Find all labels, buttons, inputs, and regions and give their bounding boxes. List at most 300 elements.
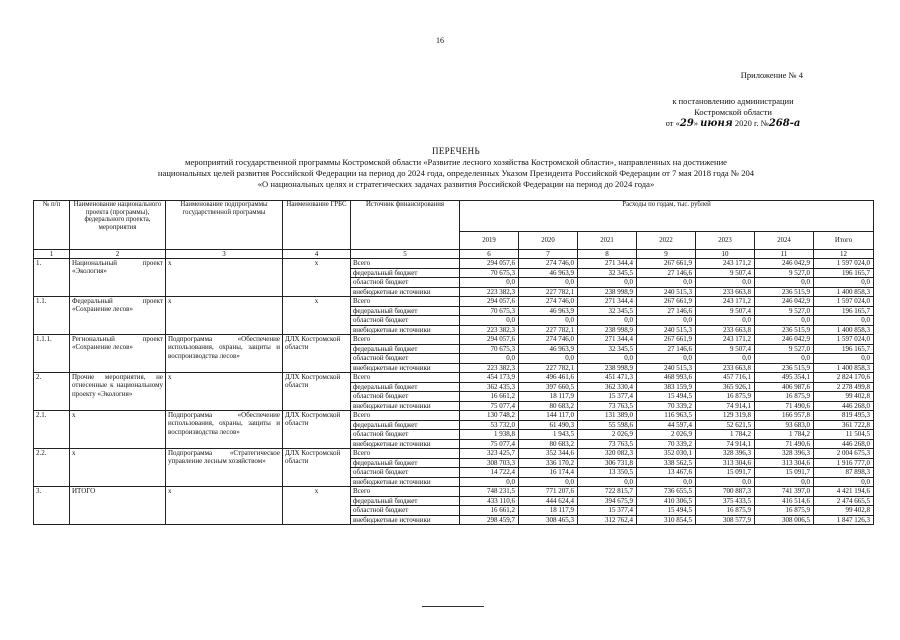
amount-cell: 271 344,4 <box>578 259 637 269</box>
total-cell: 0,0 <box>814 354 874 364</box>
amount-cell: 313 304,6 <box>696 458 755 468</box>
amount-cell: 294 057,6 <box>460 297 519 307</box>
grbs-name: х <box>283 487 351 525</box>
table-row <box>34 297 874 307</box>
amount-cell: 243 171,2 <box>696 297 755 307</box>
amount-cell: 9 527,0 <box>755 268 814 278</box>
amount-cell: 73 763,5 <box>578 439 637 449</box>
amount-cell: 274 746,0 <box>519 335 578 345</box>
grbs-name: ДЛХ Костромской области <box>283 411 351 449</box>
header-grbs: Наименование ГРБС <box>283 201 351 250</box>
column-index: 1 <box>34 250 70 259</box>
amount-cell: 233 663,8 <box>696 325 755 335</box>
amount-cell: 323 425,7 <box>460 449 519 459</box>
total-cell: 2 004 675,3 <box>814 449 874 459</box>
column-index: 3 <box>166 250 283 259</box>
funding-source: Всего <box>351 487 460 497</box>
amount-cell: 61 490,3 <box>519 420 578 430</box>
amount-cell: 238 998,9 <box>578 287 637 297</box>
amount-cell: 130 748,2 <box>460 411 519 421</box>
amount-cell: 240 515,3 <box>637 363 696 373</box>
amount-cell: 451 471,3 <box>578 373 637 383</box>
amount-cell: 0,0 <box>460 354 519 364</box>
funding-source: Всего <box>351 297 460 307</box>
footer-divider <box>422 606 484 607</box>
amount-cell: 0,0 <box>637 278 696 288</box>
row-number: 2.1. <box>34 411 70 449</box>
funding-source: внебюджетные источники <box>351 363 460 373</box>
amount-cell: 16 875,9 <box>696 506 755 516</box>
row-number: 1.1. <box>34 297 70 335</box>
amount-cell: 74 914,1 <box>696 439 755 449</box>
amount-cell: 1 784,2 <box>755 430 814 440</box>
amount-cell: 267 661,9 <box>637 297 696 307</box>
subprogram-name: х <box>166 297 283 335</box>
table-body <box>34 259 874 525</box>
row-number: 1.1.1. <box>34 335 70 373</box>
total-cell: 0,0 <box>814 316 874 326</box>
amount-cell: 0,0 <box>755 477 814 487</box>
amount-cell: 0,0 <box>519 316 578 326</box>
amount-cell: 15 494,5 <box>637 392 696 402</box>
amount-cell: 70 339,2 <box>637 439 696 449</box>
amount-cell: 365 926,1 <box>696 382 755 392</box>
amount-cell: 14 722,4 <box>460 468 519 478</box>
total-cell: 446 268,0 <box>814 439 874 449</box>
total-cell: 1 597 024,0 <box>814 335 874 345</box>
title-line-2: национальных целей развития Российской Федерации на период до 2024 года, определенных Указом Президента Российской Федерации от 7 мая 2018 года № 204 <box>157 168 755 178</box>
column-index: 7 <box>519 250 578 259</box>
amount-cell: 1 943,5 <box>519 430 578 440</box>
amount-cell: 75 077,4 <box>460 439 519 449</box>
amount-cell: 15 377,4 <box>578 392 637 402</box>
amount-cell: 227 782,1 <box>519 363 578 373</box>
amount-cell: 75 077,4 <box>460 401 519 411</box>
amount-cell: 0,0 <box>578 278 637 288</box>
column-index: 11 <box>755 250 814 259</box>
amount-cell: 93 683,0 <box>755 420 814 430</box>
funding-source: внебюджетные источники <box>351 287 460 297</box>
amount-cell: 306 731,8 <box>578 458 637 468</box>
funding-source: федеральный бюджет <box>351 306 460 316</box>
amount-cell: 15 091,7 <box>696 468 755 478</box>
amount-cell: 308 577,9 <box>696 515 755 525</box>
amount-cell: 0,0 <box>460 477 519 487</box>
project-name: х <box>70 411 166 449</box>
amount-cell: 246 042,9 <box>755 335 814 345</box>
total-cell: 2 824 170,6 <box>814 373 874 383</box>
total-cell: 1 847 126,3 <box>814 515 874 525</box>
amount-cell: 410 306,5 <box>637 496 696 506</box>
amount-cell: 308 006,5 <box>755 515 814 525</box>
decree-year: 2020 г. № <box>732 118 769 128</box>
amount-cell: 406 987,6 <box>755 382 814 392</box>
amount-cell: 0,0 <box>519 354 578 364</box>
project-name: Федеральный проект «Сохранение лесов» <box>70 297 166 335</box>
column-index-row <box>34 250 874 259</box>
amount-cell: 274 746,0 <box>519 297 578 307</box>
amount-cell: 328 396,3 <box>755 449 814 459</box>
project-name: ИТОГО <box>70 487 166 525</box>
amount-cell: 0,0 <box>755 316 814 326</box>
programs-table <box>33 200 874 525</box>
decree-line-2: Костромской области <box>694 107 772 117</box>
amount-cell: 383 159,9 <box>637 382 696 392</box>
amount-cell: 267 661,9 <box>637 335 696 345</box>
column-index: 8 <box>578 250 637 259</box>
amount-cell: 444 624,4 <box>519 496 578 506</box>
table-row <box>34 411 874 421</box>
amount-cell: 70 339,2 <box>637 401 696 411</box>
amount-cell: 27 146,6 <box>637 306 696 316</box>
row-number: 2.2. <box>34 449 70 487</box>
amount-cell: 32 345,5 <box>578 344 637 354</box>
decree-mid: » <box>693 118 701 128</box>
amount-cell: 308 465,3 <box>519 515 578 525</box>
header-expenses: Расходы по годам, тыс. рублей <box>460 201 874 232</box>
table-row <box>34 487 874 497</box>
amount-cell: 131 389,0 <box>578 411 637 421</box>
subprogram-name: х <box>166 373 283 411</box>
header-subprogram: Наименование подпрограммы государственной программы <box>166 201 283 250</box>
funding-source: областной бюджет <box>351 278 460 288</box>
amount-cell: 238 998,9 <box>578 363 637 373</box>
table-row <box>34 335 874 345</box>
funding-source: внебюджетные источники <box>351 401 460 411</box>
amount-cell: 271 344,4 <box>578 335 637 345</box>
header-year: 2023 <box>696 232 755 250</box>
amount-cell: 9 527,0 <box>755 344 814 354</box>
row-number: 1. <box>34 259 70 297</box>
column-index: 4 <box>283 250 351 259</box>
grbs-name: ДЛХ Костромской области <box>283 373 351 411</box>
amount-cell: 46 963,9 <box>519 268 578 278</box>
total-cell: 1 400 858,3 <box>814 363 874 373</box>
amount-cell: 73 763,5 <box>578 401 637 411</box>
header-year: 2019 <box>460 232 519 250</box>
amount-cell: 223 382,3 <box>460 363 519 373</box>
amount-cell: 338 562,5 <box>637 458 696 468</box>
amount-cell: 394 675,9 <box>578 496 637 506</box>
funding-source: Всего <box>351 335 460 345</box>
column-index: 2 <box>70 250 166 259</box>
amount-cell: 233 663,8 <box>696 287 755 297</box>
decree-line-1: к постановлению администрации <box>672 96 794 106</box>
amount-cell: 0,0 <box>755 354 814 364</box>
total-cell: 4 421 194,6 <box>814 487 874 497</box>
funding-source: областной бюджет <box>351 392 460 402</box>
project-name: Национальный проект «Экология» <box>70 259 166 297</box>
column-index: 9 <box>637 250 696 259</box>
amount-cell: 52 621,5 <box>696 420 755 430</box>
annex-label: Приложение № 4 <box>740 70 803 80</box>
funding-source: областной бюджет <box>351 354 460 364</box>
column-index: 10 <box>696 250 755 259</box>
amount-cell: 236 515,9 <box>755 287 814 297</box>
amount-cell: 16 174,4 <box>519 468 578 478</box>
amount-cell: 32 345,5 <box>578 306 637 316</box>
amount-cell: 0,0 <box>460 316 519 326</box>
header-project: Наименование национального проекта (программы), федерального проекта, мероприятия <box>70 201 166 250</box>
subprogram-name: Подпрограмма «Обеспечение использования, охраны, защиты и воспроизводства лесов» <box>166 411 283 449</box>
amount-cell: 9 507,4 <box>696 344 755 354</box>
funding-source: Всего <box>351 259 460 269</box>
amount-cell: 0,0 <box>578 316 637 326</box>
amount-cell: 310 854,5 <box>637 515 696 525</box>
header-year: 2022 <box>637 232 696 250</box>
amount-cell: 0,0 <box>519 278 578 288</box>
decree-date-line <box>658 118 808 129</box>
amount-cell: 352 030,1 <box>637 449 696 459</box>
amount-cell: 129 319,8 <box>696 411 755 421</box>
total-cell: 196 165,7 <box>814 344 874 354</box>
amount-cell: 328 396,3 <box>696 449 755 459</box>
amount-cell: 9 507,4 <box>696 268 755 278</box>
total-cell: 1 597 024,0 <box>814 259 874 269</box>
amount-cell: 240 515,3 <box>637 287 696 297</box>
table-row <box>34 449 874 459</box>
subprogram-name: х <box>166 259 283 297</box>
amount-cell: 223 382,3 <box>460 287 519 297</box>
title-line-3: «О национальных целях и стратегических задачах развития Российской Федерации на период до 2024 года» <box>257 179 655 189</box>
amount-cell: 32 345,5 <box>578 268 637 278</box>
total-cell: 0,0 <box>814 278 874 288</box>
amount-cell: 13 350,5 <box>578 468 637 478</box>
total-cell: 361 722,8 <box>814 420 874 430</box>
amount-cell: 736 655,5 <box>637 487 696 497</box>
amount-cell: 16 875,9 <box>755 506 814 516</box>
amount-cell: 27 146,6 <box>637 268 696 278</box>
amount-cell: 312 762,4 <box>578 515 637 525</box>
title-heading: ПЕРЕЧЕНЬ <box>432 146 480 156</box>
amount-cell: 0,0 <box>519 477 578 487</box>
amount-cell: 243 171,2 <box>696 335 755 345</box>
grbs-name: х <box>283 297 351 335</box>
table-row <box>34 373 874 383</box>
amount-cell: 18 117,9 <box>519 392 578 402</box>
decree-reference <box>658 96 808 129</box>
project-name: Региональный проект «Сохранение лесов» <box>70 335 166 373</box>
total-cell: 2 474 665,5 <box>814 496 874 506</box>
amount-cell: 771 207,6 <box>519 487 578 497</box>
total-cell: 11 504,5 <box>814 430 874 440</box>
funding-source: внебюджетные источники <box>351 325 460 335</box>
amount-cell: 243 171,2 <box>696 259 755 269</box>
amount-cell: 495 354,1 <box>755 373 814 383</box>
total-cell: 1 400 858,3 <box>814 325 874 335</box>
project-name: Прочие мероприятия, не отнесенные к национальному проекту «Экология» <box>70 373 166 411</box>
column-index: 12 <box>814 250 874 259</box>
decree-prefix: от « <box>665 118 680 128</box>
funding-source: федеральный бюджет <box>351 420 460 430</box>
amount-cell: 748 231,5 <box>460 487 519 497</box>
amount-cell: 274 746,0 <box>519 259 578 269</box>
document-title <box>40 146 872 190</box>
header-no: № п/п <box>34 201 70 250</box>
funding-source: федеральный бюджет <box>351 344 460 354</box>
amount-cell: 74 914,1 <box>696 401 755 411</box>
decree-day: 29 <box>679 118 694 129</box>
grbs-name: ДЛХ Костромской области <box>283 449 351 487</box>
row-number: 2. <box>34 373 70 411</box>
amount-cell: 267 661,9 <box>637 259 696 269</box>
total-cell: 99 402,8 <box>814 392 874 402</box>
amount-cell: 16 661,2 <box>460 392 519 402</box>
row-number: 3. <box>34 487 70 525</box>
amount-cell: 246 042,9 <box>755 259 814 269</box>
funding-source: внебюджетные источники <box>351 477 460 487</box>
amount-cell: 15 377,4 <box>578 506 637 516</box>
amount-cell: 1 784,2 <box>696 430 755 440</box>
amount-cell: 144 117,0 <box>519 411 578 421</box>
amount-cell: 298 459,7 <box>460 515 519 525</box>
decree-number: 268-а <box>768 118 801 129</box>
funding-source: Всего <box>351 449 460 459</box>
amount-cell: 0,0 <box>578 354 637 364</box>
decree-month: июня <box>700 118 733 129</box>
funding-source: федеральный бюджет <box>351 268 460 278</box>
header-year: 2024 <box>755 232 814 250</box>
column-index: 6 <box>460 250 519 259</box>
total-cell: 99 402,8 <box>814 506 874 516</box>
funding-source: внебюджетные источники <box>351 439 460 449</box>
amount-cell: 16 875,9 <box>696 392 755 402</box>
funding-source: областной бюджет <box>351 468 460 478</box>
amount-cell: 1 938,8 <box>460 430 519 440</box>
amount-cell: 46 963,9 <box>519 344 578 354</box>
amount-cell: 9 507,4 <box>696 306 755 316</box>
amount-cell: 0,0 <box>460 278 519 288</box>
amount-cell: 44 597,4 <box>637 420 696 430</box>
table-row <box>34 259 874 269</box>
subprogram-name: Подпрограмма «Стратегическое управление лесным хозяйством» <box>166 449 283 487</box>
amount-cell: 240 515,3 <box>637 325 696 335</box>
header-source: Источник финансирования <box>351 201 460 250</box>
funding-source: федеральный бюджет <box>351 458 460 468</box>
amount-cell: 352 344,6 <box>519 449 578 459</box>
amount-cell: 13 467,6 <box>637 468 696 478</box>
funding-source: областной бюджет <box>351 316 460 326</box>
funding-source: Всего <box>351 411 460 421</box>
grbs-name: х <box>283 259 351 297</box>
amount-cell: 722 815,7 <box>578 487 637 497</box>
subprogram-name: х <box>166 487 283 525</box>
total-cell: 196 165,7 <box>814 306 874 316</box>
amount-cell: 227 782,1 <box>519 325 578 335</box>
amount-cell: 70 675,3 <box>460 344 519 354</box>
amount-cell: 2 026,9 <box>578 430 637 440</box>
total-cell: 446 268,0 <box>814 401 874 411</box>
funding-source: федеральный бюджет <box>351 382 460 392</box>
page-number: 16 <box>436 36 444 45</box>
amount-cell: 416 514,6 <box>755 496 814 506</box>
amount-cell: 496 461,6 <box>519 373 578 383</box>
amount-cell: 16 661,2 <box>460 506 519 516</box>
amount-cell: 227 782,1 <box>519 287 578 297</box>
amount-cell: 15 494,5 <box>637 506 696 516</box>
title-line-1: мероприятий государственной программы Костромской области «Развитие лесного хозяйства Костромской области», направленных на достижение <box>185 157 727 167</box>
funding-source: Всего <box>351 373 460 383</box>
amount-cell: 741 397,0 <box>755 487 814 497</box>
amount-cell: 246 042,9 <box>755 297 814 307</box>
amount-cell: 0,0 <box>637 477 696 487</box>
amount-cell: 0,0 <box>696 477 755 487</box>
amount-cell: 71 490,6 <box>755 439 814 449</box>
total-cell: 819 495,3 <box>814 411 874 421</box>
amount-cell: 271 344,4 <box>578 297 637 307</box>
amount-cell: 457 716,1 <box>696 373 755 383</box>
amount-cell: 0,0 <box>578 477 637 487</box>
amount-cell: 70 675,3 <box>460 306 519 316</box>
amount-cell: 55 598,6 <box>578 420 637 430</box>
amount-cell: 70 675,3 <box>460 268 519 278</box>
amount-cell: 53 732,0 <box>460 420 519 430</box>
amount-cell: 236 515,9 <box>755 325 814 335</box>
amount-cell: 223 382,3 <box>460 325 519 335</box>
amount-cell: 308 703,3 <box>460 458 519 468</box>
amount-cell: 238 998,9 <box>578 325 637 335</box>
amount-cell: 236 515,9 <box>755 363 814 373</box>
funding-source: федеральный бюджет <box>351 496 460 506</box>
column-index: 5 <box>351 250 460 259</box>
amount-cell: 0,0 <box>696 278 755 288</box>
funding-source: областной бюджет <box>351 430 460 440</box>
total-cell: 1 916 777,0 <box>814 458 874 468</box>
amount-cell: 2 026,9 <box>637 430 696 440</box>
total-cell: 1 597 024,0 <box>814 297 874 307</box>
amount-cell: 18 117,9 <box>519 506 578 516</box>
total-cell: 87 898,3 <box>814 468 874 478</box>
amount-cell: 294 057,6 <box>460 259 519 269</box>
funding-source: внебюджетные источники <box>351 515 460 525</box>
funding-source: областной бюджет <box>351 506 460 516</box>
amount-cell: 362 330,4 <box>578 382 637 392</box>
amount-cell: 700 887,3 <box>696 487 755 497</box>
amount-cell: 0,0 <box>755 278 814 288</box>
project-name: х <box>70 449 166 487</box>
amount-cell: 294 057,6 <box>460 335 519 345</box>
amount-cell: 80 683,2 <box>519 401 578 411</box>
amount-cell: 320 082,3 <box>578 449 637 459</box>
amount-cell: 0,0 <box>696 354 755 364</box>
amount-cell: 16 875,9 <box>755 392 814 402</box>
amount-cell: 0,0 <box>637 316 696 326</box>
amount-cell: 80 683,2 <box>519 439 578 449</box>
total-cell: 1 400 858,3 <box>814 287 874 297</box>
amount-cell: 362 435,3 <box>460 382 519 392</box>
amount-cell: 336 170,2 <box>519 458 578 468</box>
amount-cell: 375 433,5 <box>696 496 755 506</box>
amount-cell: 46 963,9 <box>519 306 578 316</box>
amount-cell: 468 993,6 <box>637 373 696 383</box>
amount-cell: 116 963,5 <box>637 411 696 421</box>
total-cell: 2 278 499,8 <box>814 382 874 392</box>
header-year: 2020 <box>519 232 578 250</box>
total-cell: 0,0 <box>814 477 874 487</box>
grbs-name: ДЛХ Костромской области <box>283 335 351 373</box>
subprogram-name: Подпрограмма «Обеспечение использования, охраны, защиты и воспроизводства лесов» <box>166 335 283 373</box>
header-total: Итого <box>814 232 874 250</box>
amount-cell: 233 663,8 <box>696 363 755 373</box>
amount-cell: 397 660,5 <box>519 382 578 392</box>
total-cell: 196 165,7 <box>814 268 874 278</box>
amount-cell: 15 091,7 <box>755 468 814 478</box>
amount-cell: 0,0 <box>637 354 696 364</box>
amount-cell: 313 304,6 <box>755 458 814 468</box>
amount-cell: 27 146,6 <box>637 344 696 354</box>
amount-cell: 454 173,9 <box>460 373 519 383</box>
amount-cell: 166 957,8 <box>755 411 814 421</box>
